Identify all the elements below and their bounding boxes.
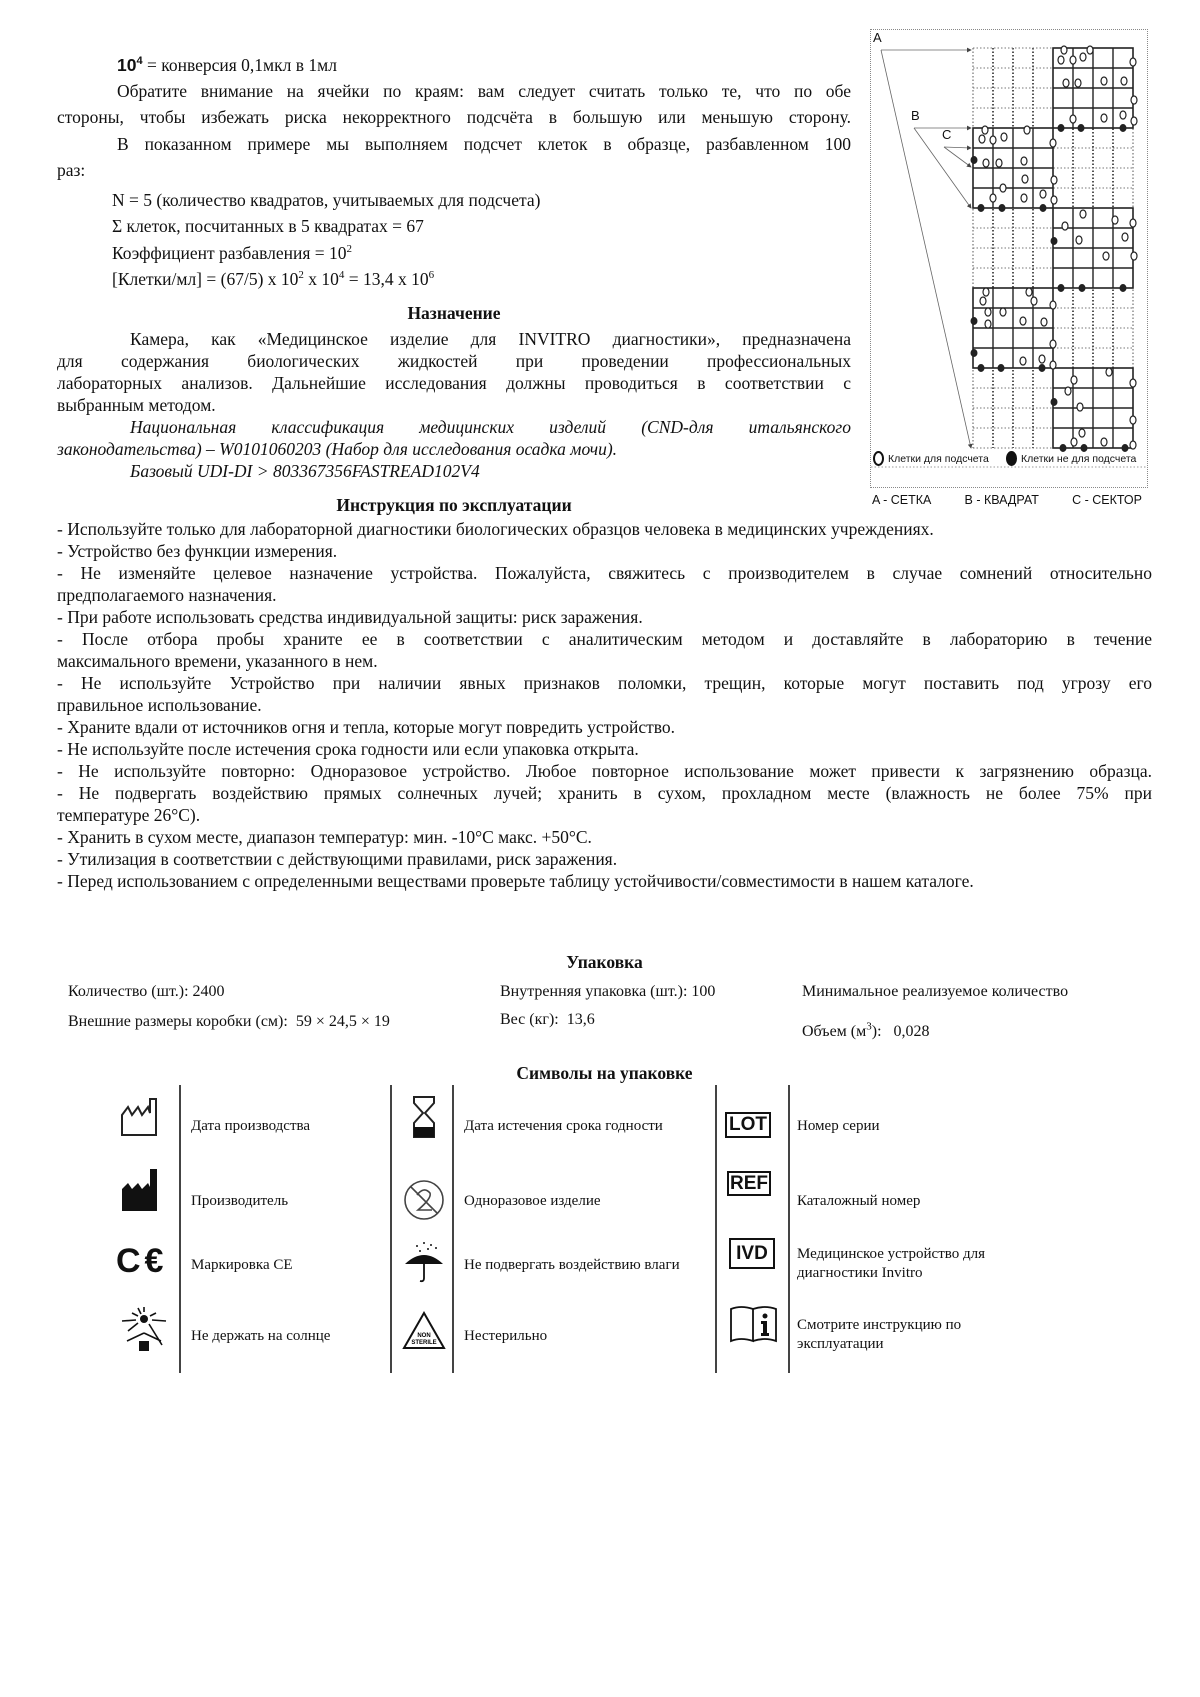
- symbol-label: Одноразовое изделие: [464, 1193, 601, 1209]
- packaging-title: Упаковка: [566, 952, 643, 972]
- instruction-item: - Утилизация в соответствии с действующими правилами, риск заражения.: [57, 849, 618, 869]
- column-divider: [390, 1085, 392, 1373]
- conversion-text: = конверсия 0,1мкл в 1мл: [142, 55, 337, 75]
- instruction-item: - После отбора пробы храните ее в соответствии с аналитическим методом и доставляйте в лабораторию в течение: [57, 629, 1152, 649]
- edge-note-line2: стороны, чтобы избежать риска некорректного подсчёта в большую или меньшую сторону.: [57, 107, 851, 127]
- ref-icon: REF: [727, 1171, 771, 1196]
- counting-grid-diagram: [870, 29, 1148, 488]
- grid-label-a: A: [873, 30, 882, 45]
- formula-exponent: 6: [428, 269, 435, 282]
- instruction-item: - Не используйте Устройство при наличии явных признаков поломки, трещин, которые могут поставить под угрозу его: [57, 673, 1152, 693]
- conversion-line: [117, 54, 337, 76]
- diagram-key: [872, 493, 1148, 507]
- instruction-item: - Храните вдали от источников огня и тепла, которые могут повредить устройство.: [57, 717, 676, 737]
- formula-part: x 10: [303, 269, 339, 289]
- symbol-label: Маркировка CE: [191, 1257, 293, 1273]
- symbol-label: [797, 1245, 985, 1283]
- symbol-label-line: Медицинское устройство для: [797, 1246, 985, 1262]
- keep-away-sunlight-icon: [118, 1305, 170, 1357]
- weight-value: 13,6: [566, 1011, 595, 1028]
- ce-mark-icon: C€: [116, 1242, 168, 1280]
- key-square: B - КВАДРАТ: [964, 493, 1039, 507]
- open-cell-icon: [873, 451, 884, 466]
- consult-instructions-icon: [729, 1304, 779, 1344]
- sector-label-c: C: [942, 127, 952, 142]
- dilution-exponent: 2: [346, 243, 353, 256]
- instruction-item: - Используйте только для лабораторной диагностики биологических образцов человека в медицинских учреждениях.: [57, 519, 934, 539]
- instruction-item: - Не подвергать воздействию прямых солнечных лучей; хранить в сухом, прохладном месте (влажность не более 75% при: [57, 783, 1152, 803]
- classification-line1: Национальная классификация медицинских изделий (CND-для итальянского: [130, 417, 851, 437]
- instruction-item: - Хранить в сухом месте, диапазон температур: мин. -10°C макс. +50°C.: [57, 827, 592, 847]
- formula-exponent: 2: [298, 269, 304, 282]
- packaging-quantity: Количество (шт.): 2400: [68, 983, 225, 1000]
- symbol-label-line: Смотрите инструкцию по: [797, 1317, 962, 1333]
- symbol-label: [797, 1316, 961, 1354]
- volume-exponent: 3: [866, 1020, 872, 1033]
- instructions-title: Инструкция по эксплуатации: [336, 495, 572, 515]
- counting-grid-svg: [871, 30, 1147, 487]
- symbols-title: Символы на упаковке: [516, 1063, 693, 1083]
- symbol-label: Номер серии: [797, 1118, 880, 1134]
- conversion-base: 10: [117, 55, 137, 75]
- column-divider: [715, 1085, 717, 1373]
- instruction-item: - При работе использовать средства индивидуальной защиты: риск заражения.: [57, 607, 643, 627]
- dimensions-label: Внешние размеры коробки (см):: [68, 1013, 288, 1030]
- key-sector: C - СЕКТОР: [1072, 493, 1142, 507]
- svg-text:STERILE: STERILE: [411, 1340, 437, 1346]
- instruction-item: - Не изменяйте целевое назначение устройства. Пожалуйста, свяжитесь с производителем в случае сомнений относительно: [57, 563, 1152, 583]
- instructions-list: [57, 518, 1152, 892]
- symbol-label: Нестерильно: [464, 1328, 548, 1344]
- legend-not-counted: [1006, 451, 1136, 466]
- keep-dry-umbrella-icon: [402, 1240, 446, 1284]
- legend-counted: [873, 451, 989, 466]
- instruction-item: - Не используйте повторно: Одноразовое устройство. Любое повторное использование может привести к загрязнению образца.: [57, 761, 1152, 781]
- edge-note-line1: Обратите внимание на ячейки по краям: вам следует считать только те, что по обе: [117, 81, 851, 101]
- legend-not-counted-label: Клетки не для подсчета: [1021, 452, 1137, 465]
- packaging-min-qty: Минимальное реализуемое количество: [802, 983, 1069, 1000]
- instruction-item: - Устройство без функции измерения.: [57, 541, 338, 561]
- symbol-label-line: эксплуатации: [797, 1336, 884, 1352]
- instruction-item: - Перед использованием с определенными веществами проверьте таблицу устойчивости/совместимости в нашем каталоге.: [57, 871, 974, 891]
- purpose-line1: Камера, как «Медицинское изделие для INVITRO диагностики», предназначена: [130, 329, 851, 349]
- manufacture-date-icon: [118, 1095, 162, 1139]
- symbol-label: Не подвергать воздействию влаги: [464, 1257, 680, 1273]
- udi-line: Базовый UDI-DI > 803367356FASTREAD102V4: [130, 461, 480, 481]
- volume-label-close: ):: [871, 1023, 882, 1040]
- symbol-label: Дата истечения срока годности: [464, 1118, 663, 1134]
- instruction-item: предполагаемого назначения.: [57, 585, 277, 605]
- do-not-reuse-icon: [402, 1178, 446, 1222]
- purpose-title: Назначение: [407, 303, 501, 323]
- column-divider: [452, 1085, 454, 1373]
- non-sterile-icon: [402, 1311, 446, 1351]
- classification-line2: законодательства) – W0101060203 (Набор для исследования осадка мочи).: [57, 439, 618, 459]
- purpose-line2: для содержания биологических жидкостей при проведении профессиональных: [57, 351, 851, 371]
- column-divider: [179, 1085, 181, 1373]
- purpose-line3: лабораторных анализов. Дальнейшие исследования должны проводиться в соответствии с: [57, 373, 851, 393]
- volume-value: 0,028: [893, 1023, 930, 1040]
- packaging-volume: [802, 1022, 930, 1042]
- symbol-label: Дата производства: [191, 1118, 311, 1134]
- dilution-text: Коэффициент разбавления = 10: [112, 243, 347, 263]
- volume-label: Объем (м: [802, 1023, 867, 1040]
- instruction-item: максимального времени, указанного в нем.: [57, 651, 378, 671]
- manufacturer-icon: [118, 1167, 162, 1213]
- instruction-item: правильное использование.: [57, 695, 262, 715]
- legend-counted-label: Клетки для подсчета: [888, 452, 989, 465]
- ivd-icon: IVD: [729, 1238, 775, 1269]
- dilution-line: [112, 242, 352, 264]
- packaging-weight: [500, 1010, 595, 1030]
- svg-text:NON: NON: [417, 1333, 431, 1339]
- key-grid: A - СЕТКА: [872, 493, 932, 507]
- cell-sum-line: Σ клеток, посчитанных в 5 квадратах = 67: [112, 216, 424, 236]
- filled-cell-icon: [1006, 451, 1017, 466]
- formula-part: [Клетки/мл] = (67/5) x 10: [112, 269, 299, 289]
- instruction-item: - Не используйте после истечения срока годности или если упаковка открыта.: [57, 739, 639, 759]
- column-divider: [788, 1085, 790, 1373]
- symbol-label: Не держать на солнце: [191, 1328, 331, 1344]
- symbol-label-line: диагностики Invitro: [797, 1265, 923, 1281]
- dimensions-value: 59 × 24,5 × 19: [295, 1013, 390, 1030]
- instruction-item: температуре 26°C).: [57, 805, 201, 825]
- purpose-line4: выбранным методом.: [57, 395, 216, 415]
- example-line1: В показанном примере мы выполняем подсчет клеток в образце, разбавленном 100: [117, 134, 851, 154]
- square-label-b: B: [911, 108, 920, 123]
- lot-icon: LOT: [725, 1112, 771, 1138]
- conversion-exponent: 4: [136, 55, 143, 68]
- example-line2: раз:: [57, 160, 86, 180]
- n-squares-line: N = 5 (количество квадратов, учитываемых для подсчета): [112, 190, 541, 210]
- hourglass-icon: [411, 1095, 437, 1139]
- formula-line: [112, 268, 434, 290]
- packaging-dimensions: [68, 1012, 390, 1032]
- weight-label: Вес (кг):: [500, 1011, 559, 1028]
- symbol-label: Производитель: [191, 1193, 289, 1209]
- packaging-inner: Внутренняя упаковка (шт.): 100: [500, 983, 716, 1000]
- formula-part: = 13,4 x 10: [344, 269, 429, 289]
- formula-exponent: 4: [338, 269, 345, 282]
- symbol-label: Каталожный номер: [797, 1193, 921, 1209]
